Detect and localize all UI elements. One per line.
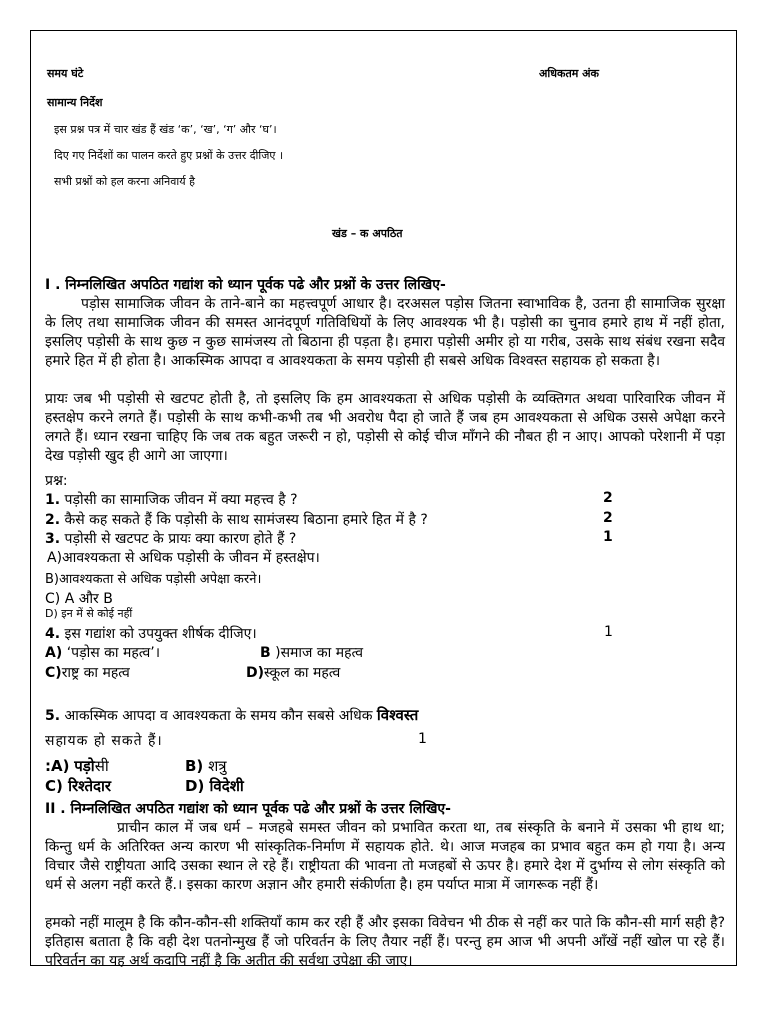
time-label: समय घंटे <box>47 67 84 80</box>
question-text: कैसे कह सकते हैं कि पड़ोसी के साथ सामंजस्य बिठाना हमारे हित में है ? <box>64 512 428 528</box>
q4-option-b <box>260 643 363 662</box>
question-text: आकस्मिक आपदा व आवश्यकता के समय कौन सबसे अधिक <box>64 708 373 724</box>
q4-option-d <box>246 663 340 682</box>
option-key: C) <box>45 665 62 681</box>
option-key: B) <box>185 757 204 775</box>
question-2-marks: 2 <box>603 510 613 526</box>
question-4 <box>45 624 257 643</box>
option-key: A) <box>45 645 63 661</box>
option-key: :A) <box>45 757 70 775</box>
question-1 <box>45 490 298 509</box>
questions-label: प्रश्न: <box>45 473 68 489</box>
q4-option-c <box>45 663 130 682</box>
option-text-bold: पड़ो <box>74 757 95 775</box>
instruction-3: सभी प्रश्नों को हल करना अनिवार्य है <box>54 175 195 188</box>
option-key: D) <box>246 665 265 681</box>
q3-option-d: D) इन में से कोई नहीं <box>45 607 133 620</box>
passage2-paragraph-1: प्राचीन काल में जब धर्म – मजहबे समस्त जीवन को प्रभावित करता था, तब संस्कृति के बनाने में उसका भी हाथ था; किन्तु धर्म के अतिरिक्त अन्य कारण भी सांस्कृतिक-निर्माण में सहायक होते. थे। आज मजहब का प्रभाव बहुत कम हो गया है। अन्य विचार जैसे राष्ट्रीयता आदि उसका स्थान ले रहे हैं। राष्ट्रीयता की भावना तो मजहबों से ऊपर है। हमारे देश में दुर्भाग्य से लोग संस्कृति को धर्म से अलग नहीं करते हैं.। इसका कारण अज्ञान और हमारी संकीर्णता है। हम पर्याप्त मात्रा में जागरूक नहीं हैं। <box>45 820 725 893</box>
question-3-marks: 1 <box>603 529 613 545</box>
section-title: खंड – क अपठित <box>332 227 403 240</box>
question-number: 4. <box>45 626 61 642</box>
option-key: B <box>260 645 271 661</box>
passage1-paragraph-1: पड़ोस सामाजिक जीवन के ताने-बाने का महत्त्वपूर्ण आधार है। दरअसल पड़ोस जितना स्वाभाविक है, उतना ही सामाजिक सुरक्षा के लिए तथा सामाजिक जीवन की समस्त आनंदपूर्ण गतिविधियों के लिए आवश्यक भी है। पड़ोसी का चुनाव हमारे हाथ में नहीं होता, इसलिए पड़ोसी के साथ कुछ न कुछ सामंजस्य तो बिठाना ही पड़ता है। हमारा पड़ोसी अमीर हो या गरीब, उसके साथ संबंध रखना सदैव हमारे हित में ही होता है। आकस्मिक आपदा व आवश्यकता के समय पड़ोसी ही सबसे अधिक विश्वस्त सहायक हो सकता है। <box>45 296 725 369</box>
q5-option-a <box>45 756 109 776</box>
q3-option-b: B)आवश्यकता से अधिक पड़ोसी अपेक्षा करने। <box>45 572 262 587</box>
q5-option-d: D) विदेशी <box>185 777 244 795</box>
instruction-1: इस प्रश्न पत्र में चार खंड हैं खंड ‘क’, ‘ख’, ‘ग’ और ‘घ’। <box>54 123 277 136</box>
question-text: इस गद्यांश को उपयुक्त शीर्षक दीजिए। <box>64 626 257 642</box>
question-text-bold: विश्वस्त <box>376 706 419 724</box>
question-text: पड़ोसी से खटपट के प्रायः क्या कारण होते हैं ? <box>64 531 297 547</box>
question-4-marks: 1 <box>604 624 613 640</box>
question-number: 1. <box>45 492 61 508</box>
question-5 <box>45 705 418 725</box>
passage1-paragraph-2: प्रायः जब भी पड़ोसी से खटपट होती है, तो इसलिए कि हम आवश्यकता से अधिक पड़ोसी के व्यक्तिगत अथवा पारिवारिक जीवन में हस्तक्षेप करने लगते हैं। पड़ोसी के साथ कभी-कभी तब भी अवरोध पैदा हो जाते हैं जब हम आवश्यकता से अधिक उससे अपेक्षा करने लगते हैं। ध्यान रखना चाहिए कि जब तक बहुत जरूरी न हो, पड़ोसी से कोई चीज माँगने की नौबत ही न आए। आपको परेशानी में पड़ा देख पड़ोसी खुद ही आगे आ जाएगा। <box>45 391 725 464</box>
passage2-heading: II . निम्नलिखित अपठित गद्यांश को ध्यान पूर्वक पढे और प्रश्नों के उत्तर लिखिए- <box>45 801 451 817</box>
general-instructions-heading: सामान्य निर्देश <box>47 96 103 109</box>
question-number: 2. <box>45 512 61 528</box>
question-3 <box>45 529 296 548</box>
option-text: सी <box>94 757 109 775</box>
option-text: ‘पड़ोस का महत्व’। <box>66 645 161 661</box>
option-text: स्कूल का महत्व <box>264 665 341 681</box>
q4-option-a <box>45 643 160 662</box>
q3-option-a: A)आवश्यकता से अधिक पड़ोसी के जीवन में हस्तक्षेप। <box>47 550 320 566</box>
instruction-2: दिए गए निर्देशों का पालन करते हुए प्रश्नों के उत्तर दीजिए । <box>54 149 284 162</box>
question-number: 5. <box>45 708 61 724</box>
question-5-continued: सहायक हो सकते हैं। <box>45 733 163 749</box>
option-text: शत्रु <box>208 757 227 775</box>
q3-option-c: C) A और B <box>45 591 113 607</box>
question-1-marks: 2 <box>603 490 613 506</box>
option-text: )समाज का महत्व <box>275 645 364 661</box>
option-text: राष्ट्र का महत्व <box>61 665 130 681</box>
question-5-marks: 1 <box>418 731 427 747</box>
q5-option-b <box>185 756 227 776</box>
question-number: 3. <box>45 531 61 547</box>
max-marks-label: अधिकतम अंक <box>539 67 599 80</box>
question-text: पड़ोसी का सामाजिक जीवन में क्या महत्त्व है ? <box>64 492 298 508</box>
q5-option-c: C) रिश्तेदार <box>45 777 112 795</box>
passage1-heading: I . निम्नलिखित अपठित गद्यांश को ध्यान पूर्वक पढे और प्रश्नों के उत्तर लिखिए- <box>45 277 446 293</box>
question-2 <box>45 510 428 529</box>
passage2-paragraph-2: हमको नहीं मालूम है कि कौन-कौन-सी शक्तियाँ काम कर रही हैं और इसका विवेचन भी ठीक से नहीं कर पाते कि कौन-सी मार्ग सही है? इतिहास बताता है कि वही देश पतनोन्मुख हैं जो परिवर्तन के लिए तैयार नहीं हैं। परन्तु हम आज भी अपनी आँखें नहीं खोल पा रहे हैं। परिवर्तन का यह अर्थ कदापि नहीं है कि अतीत की सर्वथा उपेक्षा की जाए। <box>45 915 725 969</box>
